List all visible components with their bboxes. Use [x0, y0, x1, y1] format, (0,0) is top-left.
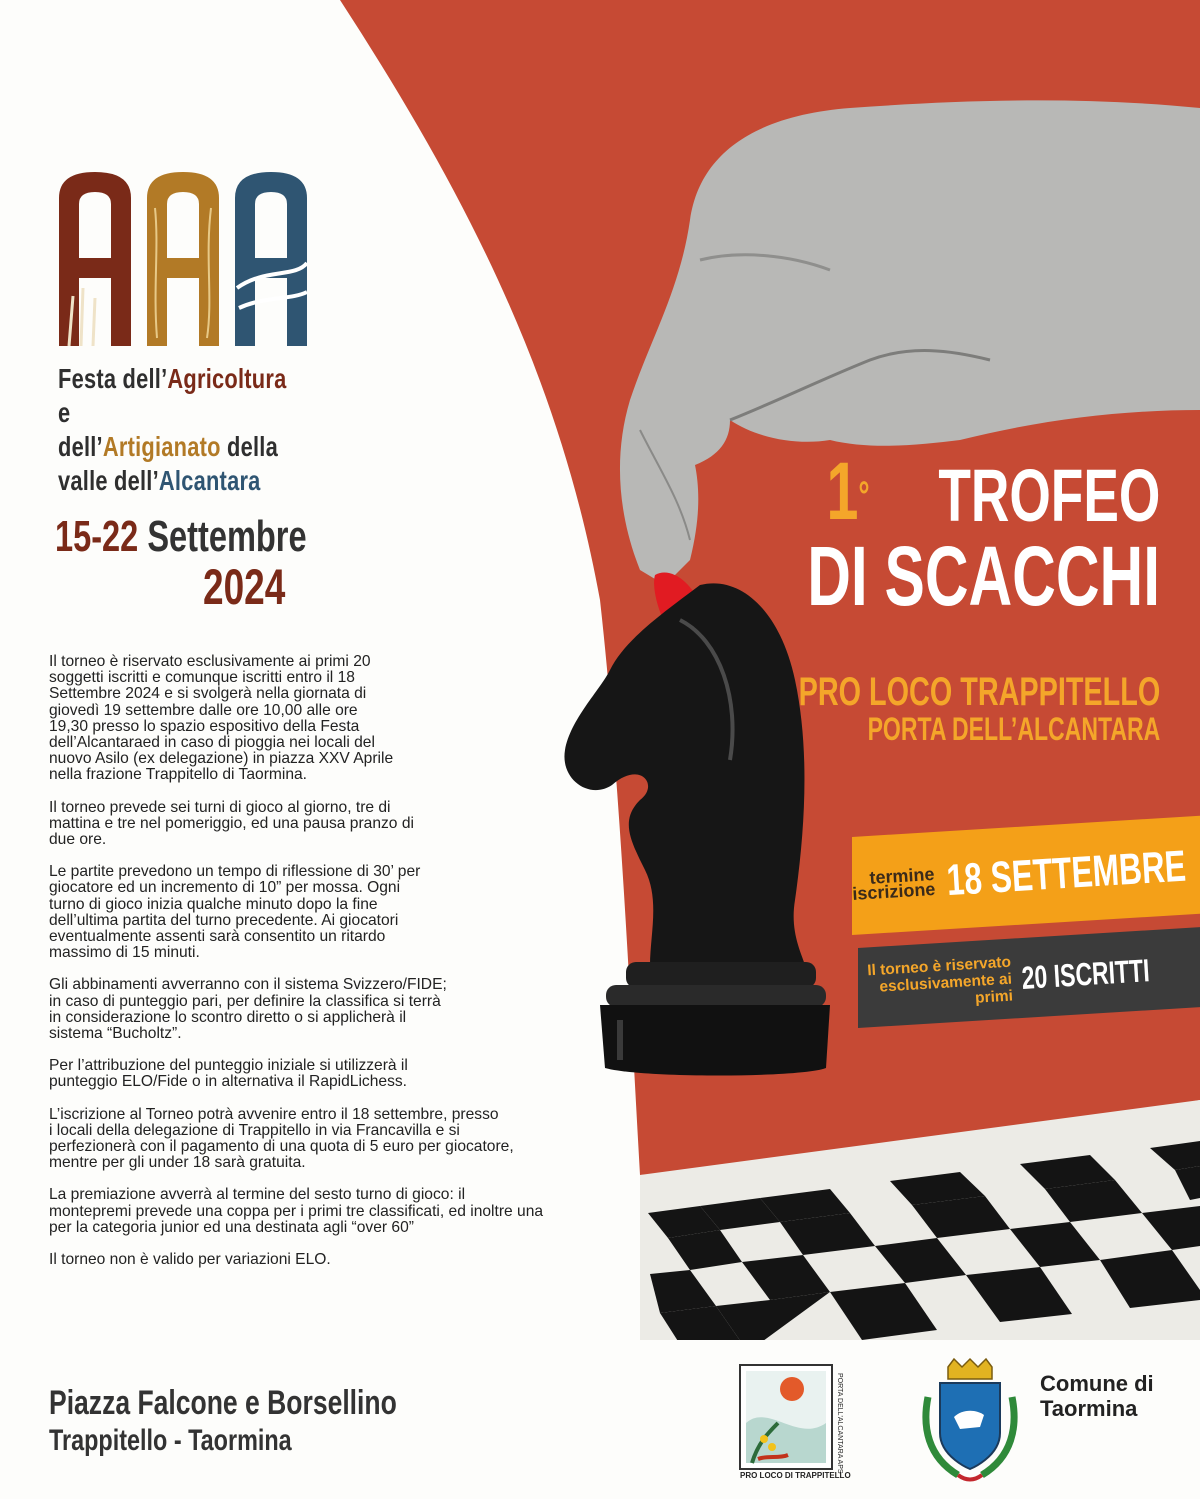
- aaa-logo-letters: [55, 168, 315, 346]
- festival-dates: [55, 512, 307, 615]
- trophy-ordinal: [826, 446, 870, 537]
- rules-paragraph: Le partite prevedono un tempo di riflessione di 30’ per giocatore ed un incremento di 10” per mossa. Ogni turno di gioco inizia qualche minuto dopo la fine dell’ultima partita del turno precedente. Ai giocatori eventualmente assenti sarà consentito un ritardo massimo di 15 minuti.: [49, 863, 421, 962]
- date-range: 15-22: [55, 512, 139, 561]
- trophy-title: [670, 446, 1160, 623]
- festival-name: [58, 362, 292, 498]
- deadline-label: termine iscrizione: [851, 863, 936, 904]
- tournament-rules: [49, 654, 649, 1284]
- rules-paragraph: La premiazione avverrà al termine del sesto turno di gioco: il montepremi prevede una coppa per i primi tre classificati, ed inoltre una per la categoria junior ed una destinata agli “over 60”: [49, 1186, 544, 1236]
- letter-a-brown: [59, 172, 131, 346]
- sun-icon: [780, 1377, 804, 1401]
- letter-a-gold: [147, 172, 219, 346]
- organizer: [658, 672, 1160, 746]
- logo-caption-text: Festa dell’: [58, 363, 168, 394]
- logo-caption-text: dell’: [58, 431, 103, 462]
- proloco-side-text: PORTA DELL'ALCANTARA APS: [836, 1373, 843, 1474]
- rules-paragraph: Il torneo è riservato esclusivamente ai primi 20 soggetti iscritti e comunque iscritti entro il 18 Settembre 2024 e si svolgerà nella giornata di giovedì 19 settembre dalle ore 10,00 alle ore 19,30 presso lo spazio espositivo della Festa dell’Alcantaraed in caso di pioggia nei locali del nuovo Asilo (ex delegazione) in piazza XXV Aprile nella frazione Trappitello di Taormina.: [49, 653, 394, 784]
- rules-paragraph: Gli abbinamenti avverranno con il sistema Svizzero/FIDE; in caso di punteggio pari, per definire la classifica si terrà in considerazione lo scontro diretto o si applicherà il sistema “Bucholtz”.: [49, 976, 447, 1043]
- proloco-caption: PRO LOCO DI TRAPPITELLO: [740, 1471, 851, 1480]
- date-month: Settembre: [138, 512, 307, 561]
- date-year: 2024: [203, 559, 286, 615]
- taormina-coat-of-arms-icon: [918, 1357, 1022, 1489]
- rules-paragraph: Il torneo prevede sei turni di gioco al giorno, tre di mattina e tre nel pomeriggio, ed una pausa pranzo di due ore.: [49, 798, 414, 849]
- venue-town: Trappitello - Taormina: [49, 1424, 292, 1457]
- ordinal-degree: °: [858, 474, 870, 518]
- proloco-logo: [738, 1363, 848, 1483]
- deadline-date: 18 SETTEMBRE: [945, 841, 1188, 906]
- logo-caption-text: della: [220, 431, 278, 462]
- logo-word-agricoltura: Agricoltura: [167, 363, 287, 394]
- organizer-name: PRO LOCO TRAPPITELLO: [798, 670, 1160, 714]
- trophy-title-line2: DI SCACCHI: [807, 529, 1160, 623]
- rules-paragraph: Il torneo non è valido per variazioni ELO.: [49, 1251, 331, 1269]
- trophy-title-line1: TROFEO: [938, 454, 1160, 537]
- rules-paragraph: L’iscrizione al Torneo potrà avvenire entro il 18 settembre, presso i locali della delegazione di Trappitello in via Francavilla e si perfezionerà con il pagamento di una quota di 5 euro per giocatore, mentre per gli under 18 sarà gratuita.: [49, 1105, 514, 1172]
- comune-label: Comune di Taormina: [1040, 1371, 1154, 1421]
- logo-word-alcantara: Alcantara: [158, 465, 261, 496]
- ordinal-number: 1: [826, 446, 859, 537]
- logo-caption-text: valle dell’: [58, 465, 159, 496]
- limit-label: Il torneo è riservato esclusivamente ai primi: [866, 953, 1014, 1007]
- logo-caption-text: e: [58, 397, 71, 428]
- venue-square: Piazza Falcone e Borsellino: [49, 1384, 397, 1422]
- venue: [49, 1383, 397, 1459]
- letter-a-blue: [235, 172, 307, 346]
- rules-paragraph: Per l’attribuzione del punteggio iniziale si utilizzerà il punteggio ELO/Fide o in alternativa il RapidLichess.: [49, 1057, 408, 1091]
- logo-word-artigianato: Artigianato: [102, 431, 221, 462]
- limit-count: 20 ISCRITTI: [1020, 951, 1151, 996]
- organizer-subtitle: PORTA DELL’ALCANTARA: [867, 711, 1160, 747]
